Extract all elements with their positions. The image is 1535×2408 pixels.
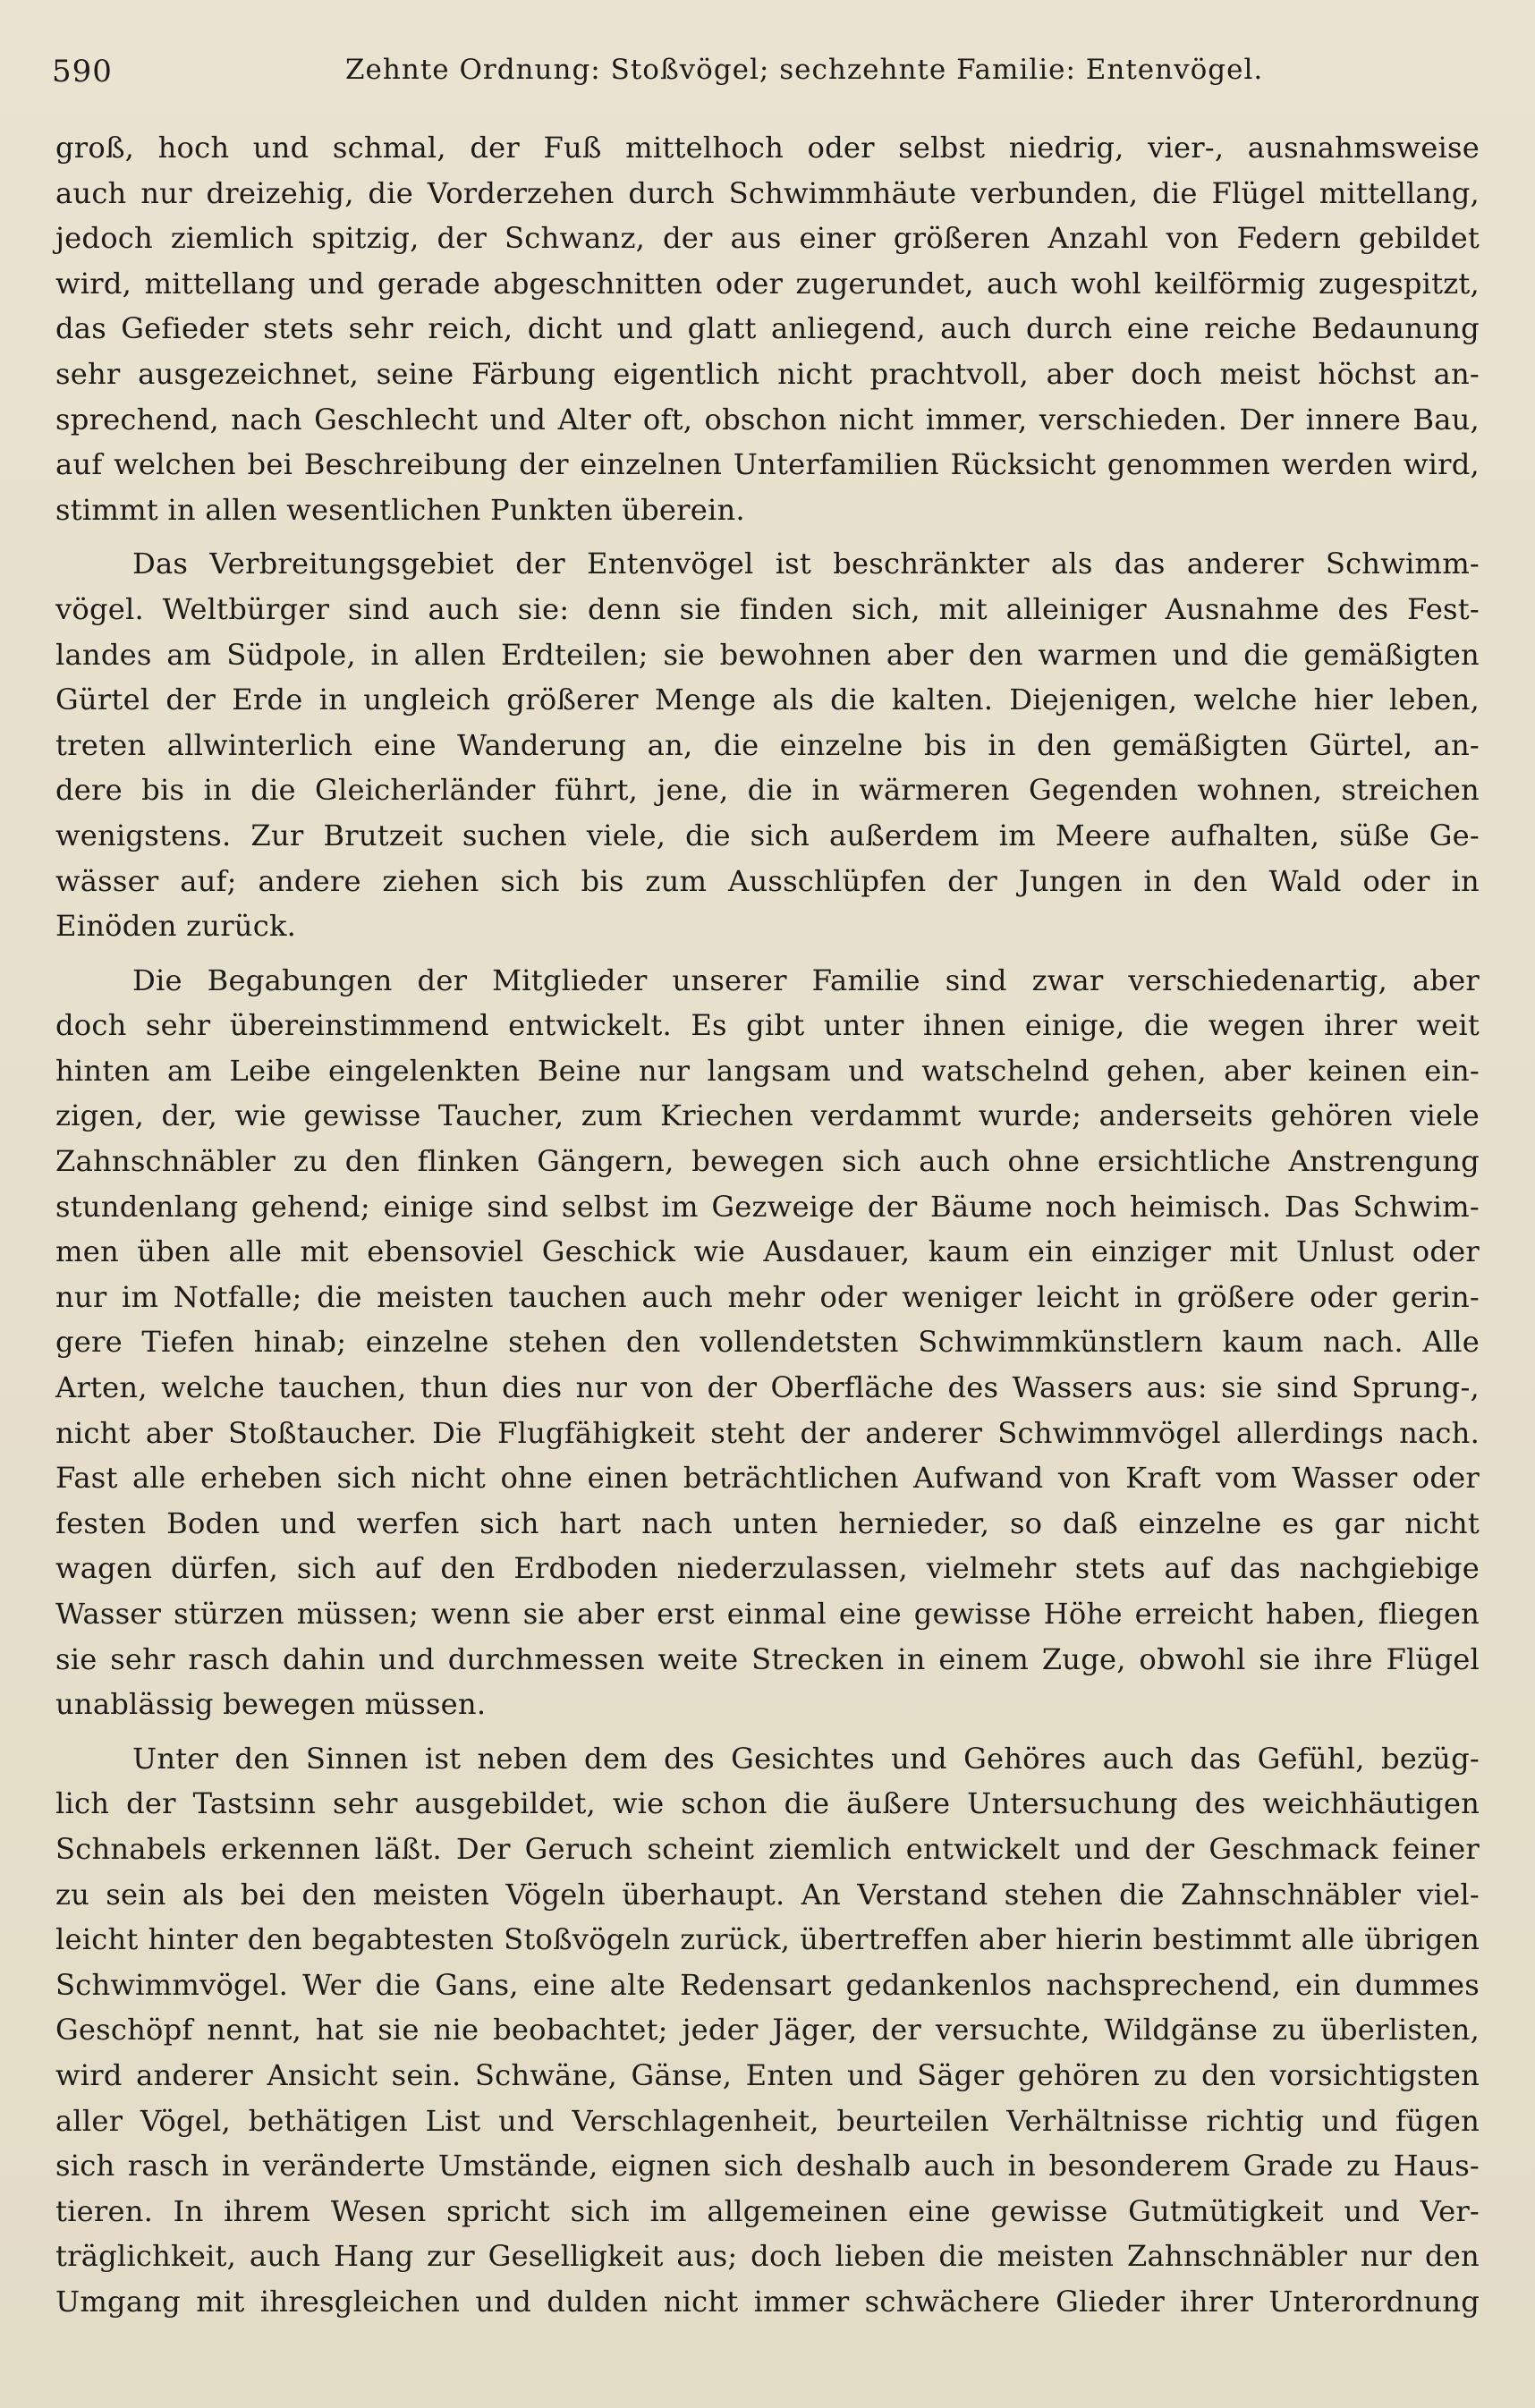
text-line: wenigstens. Zur Brutzeit suchen viele, die sich außerdem im Meere aufhalten, süße Ge- [55,818,1480,852]
text-line: wässer auf; andere ziehen sich bis zum Ausschlüpfen der Jungen in den Wald oder in [55,863,1480,898]
text-line: auf welchen bei Beschreibung der einzelnen Unterfamilien Rücksicht genommen werden wird, [55,447,1480,482]
text-line: wagen dürfen, sich auf den Erdboden niederzulassen, vielmehr stets auf das nachgiebige [55,1551,1480,1586]
text-line: nicht aber Stoßtaucher. Die Flugfähigkeit steht der anderer Schwimmvögel allerdings nach. [55,1415,1480,1450]
text-line: nur im Notfalle; die meisten tauchen auch mehr oder weniger leicht in größere oder gerin- [55,1279,1480,1314]
text-line: auch nur dreizehig, die Vorderzehen durch Schwimmhäute verbunden, die Flügel mittellang, [55,175,1480,210]
text-line: Arten, welche tauchen, thun dies nur von der Oberfläche des Wassers aus: sie sind Sprung-, [55,1370,1480,1405]
text-line: Unter den Sinnen ist neben dem des Gesichtes und Gehöres auch das Gefühl, bezüg- [132,1741,1480,1776]
running-head: Zehnte Ordnung: Stoßvögel; sechzehnte Familie: Entenvögel. [345,54,1264,86]
text-line: groß, hoch und schmal, der Fuß mittelhoch oder selbst niedrig, vier-, ausnahmsweise [55,131,1480,165]
text-line: Geschöpf nennt, hat sie nie beobachtet; jeder Jäger, der versuchte, Wildgänse zu überlisten, [55,2013,1480,2048]
text-line: sprechend, nach Geschlecht und Alter oft, obschon nicht immer, verschieden. Der innere Bau, [55,402,1480,437]
text-line: Wasser stürzen müssen; wenn sie aber erst einmal eine gewisse Höhe erreicht haben, fliegen [55,1597,1480,1631]
page-number: 590 [52,54,113,89]
text-line: doch sehr übereinstimmend entwickelt. Es gibt unter ihnen einige, die wegen ihrer weit [55,1008,1480,1043]
text-line: jedoch ziemlich spitzig, der Schwanz, der aus einer größeren Anzahl von Federn gebildet [55,221,1480,256]
text-line: vögel. Weltbürger sind auch sie: denn sie finden sich, mit alleiniger Ausnahme des Fest- [55,591,1480,626]
text-line: sich rasch in veränderte Umstände, eignen sich deshalb auch in besonderem Grade zu Haus- [55,2149,1480,2183]
text-line: Schwimmvögel. Wer die Gans, eine alte Redensart gedankenlos nachsprechend, ein dummes [55,1967,1480,2002]
text-line: leicht hinter den begabtesten Stoßvögeln zurück, übertreffen aber hierin bestimmt alle übrigen [55,1922,1480,1957]
text-line: men üben alle mit ebensoviel Geschick wie Ausdauer, kaum ein einziger mit Unlust oder [55,1234,1480,1269]
text-line: sehr ausgezeichnet, seine Färbung eigentlich nicht prachtvoll, aber doch meist höchst an- [55,356,1480,391]
text-line: festen Boden und werfen sich hart nach unten hernieder, so daß einzelne es gar nicht [55,1505,1480,1540]
text-line: dere bis in die Gleicherländer führt, jene, die in wärmeren Gegenden wohnen, streichen [55,773,1480,808]
text-line: Umgang mit ihresgleichen und dulden nicht immer schwächere Glieder ihrer Unterordnung [55,2284,1480,2319]
text-line: Die Begabungen der Mitglieder unserer Familie sind zwar verschiedenartig, aber [132,962,1480,997]
text-line: unablässig bewegen müssen. [55,1687,487,1722]
text-line: stundenlang gehend; einige sind selbst im Gezweige der Bäume noch heimisch. Das Schwim- [55,1189,1480,1224]
text-line: Das Verbreitungsgebiet der Entenvögel ist beschränkter als das anderer Schwimm- [132,547,1480,581]
text-line: tieren. In ihrem Wesen spricht sich im allgemeinen eine gewisse Gutmütigkeit und Ver- [55,2193,1480,2228]
text-line: gere Tiefen hinab; einzelne stehen den vollendetsten Schwimmkünstlern kaum nach. Alle [55,1325,1480,1360]
text-line: lich der Tastsinn sehr ausgebildet, wie schon die äußere Untersuchung des weichhäutigen [55,1786,1480,1821]
text-line: aller Vögel, bethätigen List und Verschlagenheit, beurteilen Verhältnisse richtig und fügen [55,2103,1480,2138]
text-line: wird anderer Ansicht sein. Schwäne, Gänse, Enten und Säger gehören zu den vorsichtigsten [55,2057,1480,2092]
text-line: wird, mittellang und gerade abgeschnitten oder zugerundet, auch wohl keilförmig zugespitzt, [55,266,1480,301]
text-line: Fast alle erheben sich nicht ohne einen beträchtlichen Aufwand von Kraft vom Wasser oder [55,1461,1480,1496]
page-body [55,125,1480,2325]
text-line: zigen, der, wie gewisse Taucher, zum Kriechen verdammt wurde; anderseits gehören viele [55,1098,1480,1133]
text-line: träglichkeit, auch Hang zur Geselligkeit aus; doch lieben die meisten Zahnschnäbler nur den [55,2239,1480,2274]
text-line: landes am Südpole, in allen Erdteilen; sie bewohnen aber den warmen und die gemäßigten [55,637,1480,672]
text-line: sie sehr rasch dahin und durchmessen weite Strecken in einem Zuge, obwohl sie ihre Flügel [55,1641,1480,1676]
text-line: Einöden zurück. [55,909,297,944]
text-line: treten allwinterlich eine Wanderung an, die einzelne bis in den gemäßigten Gürtel, an- [55,727,1480,762]
text-line: Schnabels erkennen läßt. Der Geruch scheint ziemlich entwickelt und der Geschmack feiner [55,1831,1480,1866]
text-line: Zahnschnäbler zu den flinken Gängern, bewegen sich auch ohne ersichtliche Anstrengung [55,1144,1480,1179]
text-line: Gürtel der Erde in ungleich größerer Menge als die kalten. Diejenigen, welche hier leben, [55,683,1480,717]
page-header [52,47,1483,100]
text-line: stimmt in allen wesentlichen Punkten überein. [55,492,745,527]
text-line: das Gefieder stets sehr reich, dicht und glatt anliegend, auch durch eine reiche Bedaunung [55,311,1480,346]
text-line: hinten am Leibe eingelenkten Beine nur langsam und watschelnd gehen, aber keinen ein- [55,1053,1480,1088]
text-line: zu sein als bei den meisten Vögeln überhaupt. An Verstand stehen die Zahnschnäbler viel- [55,1877,1480,1912]
